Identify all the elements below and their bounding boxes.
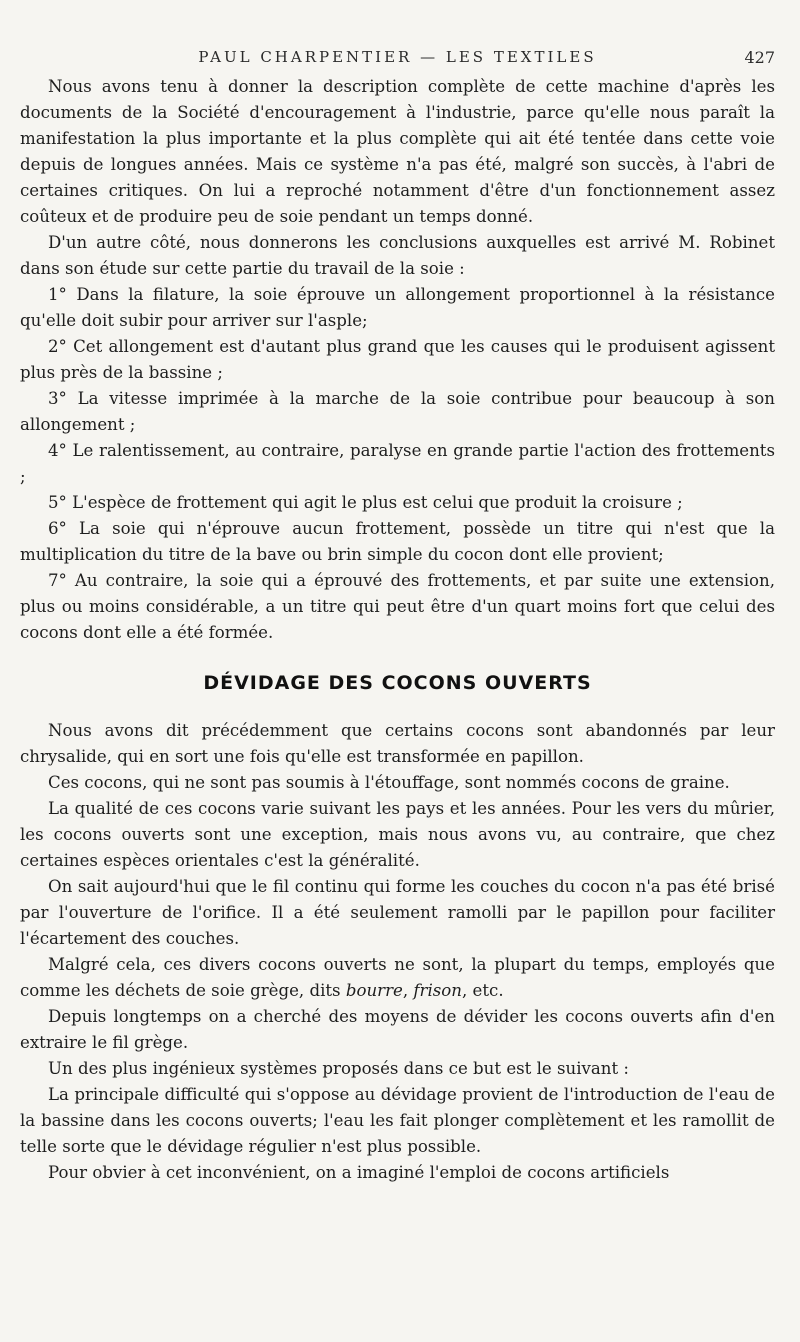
paragraph: Ces cocons, qui ne sont pas soumis à l'étouffage, sont nommés cocons de graine. [48, 773, 730, 792]
text-run: , [402, 981, 414, 1000]
paragraph: On sait aujourd'hui que le fil continu qui forme les couches du cocon n'a pas été brisé par l'ouverture de l'orifice. Il a été seulement ramolli par le papillon pour faciliter l'écartement des couches. [20, 877, 775, 948]
list-item: 4° Le ralentissement, au contraire, paralyse en grande partie l'action des frottements ; [20, 441, 775, 486]
running-title: PAUL CHARPENTIER — LES TEXTILES [198, 48, 597, 66]
page-number: 427 [744, 48, 775, 67]
paragraph: La principale difficulté qui s'oppose au dévidage provient de l'introduction de l'eau de la bassine dans les cocons ouverts; l'eau les fait plonger complètement et les ramollit de telle sorte que le dévidage régulier n'est plus possible. [20, 1085, 775, 1156]
paragraph-malgre [20, 952, 775, 1004]
list-item: 3° La vitesse imprimée à la marche de la soie contribue pour beaucoup à son allongement ; [20, 389, 775, 434]
list-item: 2° Cet allongement est d'autant plus grand que les causes qui le produisent agissent plus près de la bassine ; [20, 337, 775, 382]
paragraph: Nous avons dit précédemment que certains cocons sont abandonnés par leur chrysalide, qui en sort une fois qu'elle est transformée en papillon. [20, 721, 775, 766]
section-heading: DÉVIDAGE DES COCONS OUVERTS [203, 672, 592, 694]
paragraph: Pour obvier à cet inconvénient, on a imaginé l'emploi de cocons artificiels [48, 1163, 670, 1182]
list-item: 6° La soie qui n'éprouve aucun frottement, possède un titre qui n'est que la multiplication du titre de la bave ou brin simple du cocon dont elle provient; [20, 519, 775, 564]
paragraph: Nous avons tenu à donner la description complète de cette machine d'après les documents de la Société d'encouragement à l'industrie, parce qu'elle nous paraît la manifestation la plus importante et la plus complète qui ait été tentée dans cette voie depuis de longues années. Mais ce système n'a pas été, malgré son succès, à l'abri de certaines critiques. On lui a reproché notamment d'être d'un fonctionnement assez coûteux et de produire peu de soie pendant un temps donné. [20, 77, 775, 226]
text-run: , etc. [461, 981, 504, 1000]
paragraph: D'un autre côté, nous donnerons les conclusions auxquelles est arrivé M. Robinet dans son étude sur cette partie du travail de la soie : [20, 233, 775, 278]
text-run: Malgré cela, ces divers cocons ouverts ne sont, la plupart du temps, employés que comme les déchets de soie grège, dits [20, 955, 775, 1000]
list-item: 5° L'espèce de frottement qui agit le plus est celui que produit la croisure ; [48, 493, 683, 512]
italic-term: frison [413, 981, 462, 1000]
paragraph: Un des plus ingénieux systèmes proposés dans ce but est le suivant : [48, 1059, 629, 1078]
italic-term: bourre [345, 981, 403, 1000]
page [20, 44, 775, 1186]
paragraph: Depuis longtemps on a cherché des moyens de dévider les cocons ouverts afin d'en extraire le fil grège. [20, 1007, 775, 1052]
paragraph: La qualité de ces cocons varie suivant les pays et les années. Pour les vers du mûrier, les cocons ouverts sont une exception, mais nous avons vu, au contraire, que chez certaines espèces orientales c'est la généralité. [20, 799, 775, 870]
list-item: 1° Dans la filature, la soie éprouve un allongement proportionnel à la résistance qu'elle doit subir pour arriver sur l'asple; [20, 285, 775, 330]
list-item: 7° Au contraire, la soie qui a éprouvé des frottements, et par suite une extension, plus ou moins considérable, a un titre qui peut être d'un quart moins fort que celui des cocons dont elle a été formée. [20, 571, 775, 642]
running-head [20, 44, 775, 74]
